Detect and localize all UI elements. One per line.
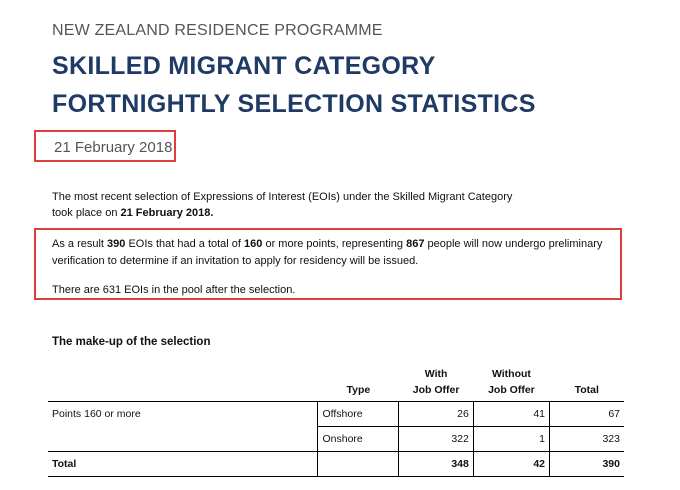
result-line-2: verification to determine if an invitation to apply for residency will be issued. xyxy=(52,255,419,267)
intro-line-2-prefix: took place on xyxy=(52,207,121,219)
table-header-row xyxy=(48,362,624,402)
intro-line-1: The most recent selection of Expressions of Interest (EOIs) under the Skilled Migrant Category xyxy=(52,191,513,203)
header-type: Type xyxy=(346,384,371,396)
selection-date: 21 February 2018 xyxy=(54,139,173,156)
selection-table xyxy=(48,362,624,477)
row-label xyxy=(48,427,318,452)
result-text-1: As a result xyxy=(52,238,108,250)
row-with-job-offer: 322 xyxy=(399,427,474,452)
header-total: Total xyxy=(574,384,599,396)
result-text-4: people will now undergo preliminary xyxy=(424,238,603,250)
row-without-job-offer: 41 xyxy=(473,402,549,427)
row-type: Offshore xyxy=(318,402,399,427)
table-row xyxy=(48,427,624,452)
people-count: 867 xyxy=(406,238,425,250)
total-label: Total xyxy=(48,452,318,477)
row-label: Points 160 or more xyxy=(48,402,318,427)
table-total-row xyxy=(48,452,624,477)
result-text-2: EOIs that had a total of xyxy=(125,238,245,250)
result-paragraph xyxy=(52,236,602,270)
points-threshold: 160 xyxy=(244,238,263,250)
row-without-job-offer: 1 xyxy=(473,427,549,452)
intro-date: 21 February 2018. xyxy=(120,207,214,219)
row-with-job-offer: 26 xyxy=(399,402,474,427)
page-title-line-1: SKILLED MIGRANT CATEGORY xyxy=(52,52,436,80)
total-with-job-offer: 348 xyxy=(399,452,474,477)
header-label-blank xyxy=(48,362,318,402)
programme-label: NEW ZEALAND RESIDENCE PROGRAMME xyxy=(52,22,383,39)
row-total: 67 xyxy=(550,402,624,427)
intro-paragraph xyxy=(52,189,512,221)
total-total: 390 xyxy=(550,452,624,477)
result-line-1 xyxy=(52,236,602,253)
header-without-job-offer: Without Job Offer xyxy=(488,368,535,396)
total-type-blank xyxy=(318,452,399,477)
intro-line-2 xyxy=(52,205,512,221)
row-type: Onshore xyxy=(318,427,399,452)
row-total: 323 xyxy=(550,427,624,452)
pool-statement: There are 631 EOIs in the pool after the selection. xyxy=(52,284,296,296)
eoi-count: 390 xyxy=(107,238,126,250)
header-with-job-offer: With Job Offer xyxy=(412,368,460,396)
total-without-job-offer: 42 xyxy=(473,452,549,477)
section-title: The make-up of the selection xyxy=(52,336,211,348)
page-title-line-2: FORTNIGHTLY SELECTION STATISTICS xyxy=(52,90,536,118)
table-row xyxy=(48,402,624,427)
result-text-3: or more points, representing xyxy=(262,238,407,250)
